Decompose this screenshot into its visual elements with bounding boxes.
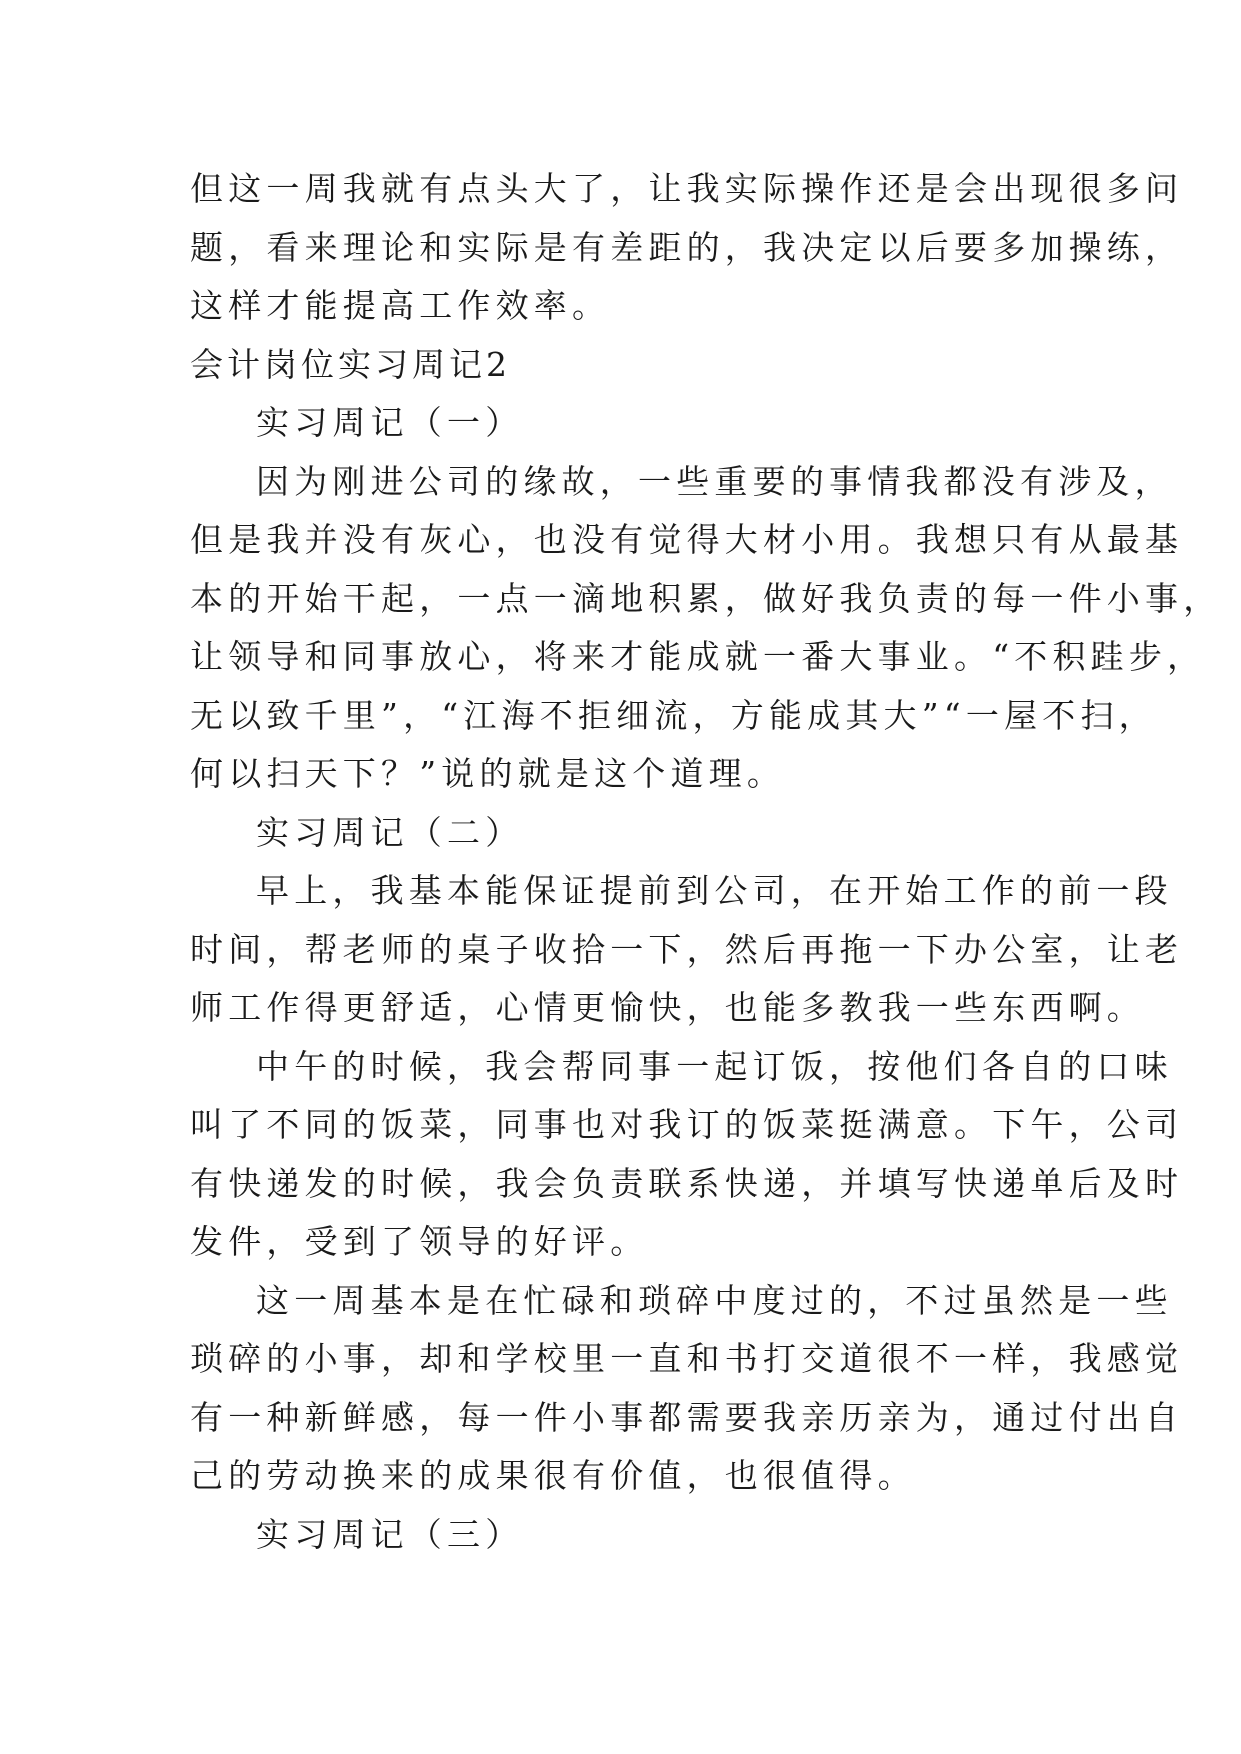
subsection-title: 实习周记（一） — [256, 403, 524, 442]
paragraph-line: 本的开始干起，一点一滴地积累，做好我负责的每一件小事， — [190, 578, 1222, 618]
paragraph-line: 发件，受到了领导的好评。 — [190, 1222, 649, 1261]
paragraph-line: 但这一周我就有点头大了，让我实际操作还是会出现很多问 — [190, 169, 1184, 208]
paragraph-line: 己的劳动换来的成果很有价值，也很值得。 — [190, 1456, 916, 1495]
paragraph-line: 因为刚进公司的缘故，一些重要的事情我都没有涉及， — [256, 461, 1173, 501]
paragraph-line: 有快递发的时候，我会负责联系快递，并填写快递单后及时 — [190, 1163, 1184, 1203]
paragraph-line: 这样才能提高工作效率。 — [190, 286, 611, 325]
paragraph-line: 这一周基本是在忙碌和琐碎中度过的，不过虽然是一些 — [256, 1280, 1173, 1320]
paragraph-line: 有一种新鲜感，每一件小事都需要我亲历亲为，通过付出自 — [190, 1397, 1184, 1437]
paragraph-line: 让领导和同事放心，将来才能成就一番大事业。“不积跬步， — [190, 637, 1206, 676]
paragraph-line: 无以致千里”，“江海不拒细流，方能成其大”“一屋不扫， — [190, 695, 1157, 735]
paragraph-line: 叫了不同的饭菜，同事也对我订的饭菜挺满意。下午，公司 — [190, 1105, 1184, 1144]
document-body — [190, 160, 1222, 1564]
paragraph-line: 早上，我基本能保证提前到公司，在开始工作的前一段 — [256, 871, 1173, 910]
paragraph-line: 中午的时候，我会帮同事一起订饭，按他们各自的口味 — [256, 1046, 1173, 1086]
paragraph-line: 师工作得更舒适，心情更愉快，也能多教我一些东西啊。 — [190, 988, 1145, 1027]
paragraph-line: 但是我并没有灰心，也没有觉得大材小用。我想只有从最基 — [190, 520, 1184, 559]
subsection-title: 实习周记（二） — [256, 812, 524, 852]
paragraph-line: 琐碎的小事，却和学校里一直和书打交道很不一样，我感觉 — [190, 1339, 1184, 1378]
subsection-title: 实习周记（三） — [256, 1514, 524, 1554]
paragraph-line: 时间，帮老师的桌子收拾一下，然后再拖一下办公室，让老 — [190, 929, 1184, 969]
paragraph-line: 何以扫天下？”说的就是这个道理。 — [190, 754, 786, 793]
paragraph-line: 题，看来理论和实际是有差距的，我决定以后要多加操练， — [190, 227, 1184, 267]
section-title: 会计岗位实习周记2 — [190, 344, 511, 384]
